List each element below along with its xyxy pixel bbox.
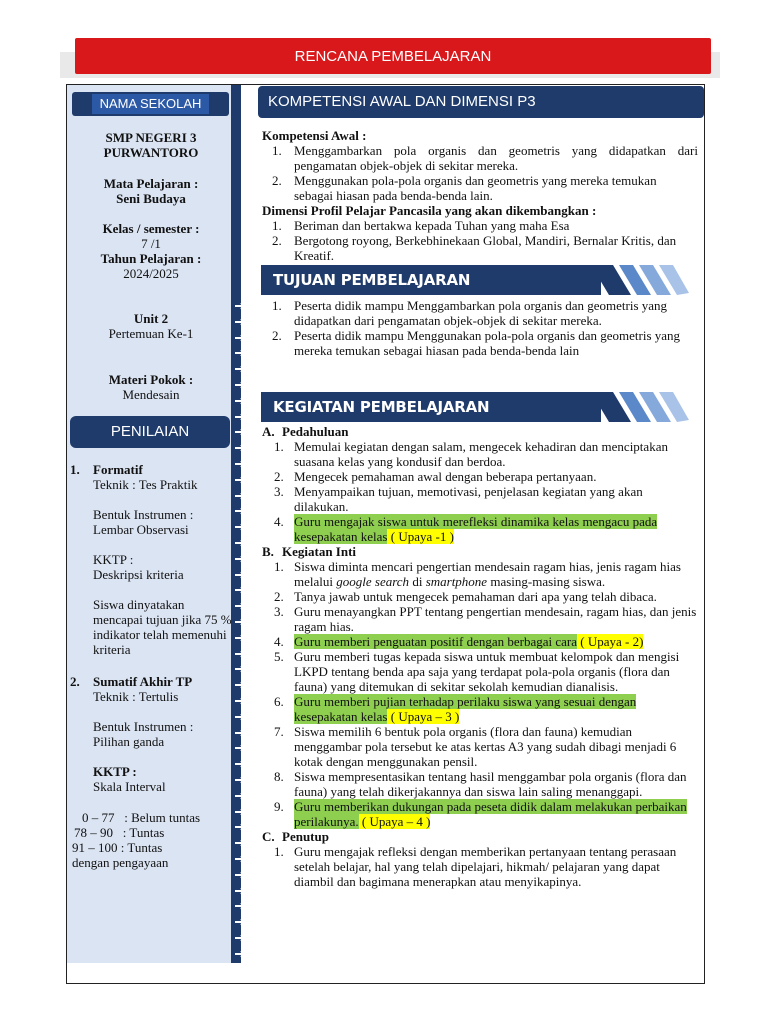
list-item: 2. Bergotong royong, Berkebhinekaan Global, Mandiri, Bernalar Kritis, dan Kreatif. (272, 233, 677, 263)
formatif-instrumen-value: Lembar Observasi (93, 522, 189, 537)
sumatif-instrumen-label: Bentuk Instrumen : (93, 719, 194, 734)
binder-ring-icon (232, 424, 248, 434)
binder-ring-icon (232, 519, 248, 529)
list-item: 6. Guru memberi pujian terhadap perilaku siswa yang sesuai dengan kesepakatan kelas ( Upaya – 3 ) (274, 694, 637, 724)
tujuan-banner (261, 265, 689, 295)
binder-ring-icon (232, 361, 248, 371)
subject-block (72, 176, 230, 206)
kegiatan-banner (261, 392, 689, 422)
interval-pengayaan-note: dengan pengayaan (72, 855, 169, 870)
school-name-line2: PURWANTORO (103, 145, 199, 160)
binder-ring-icon (232, 756, 248, 766)
sumatif-instrumen-value: Pilihan ganda (93, 734, 165, 749)
binder-ring-icon (232, 709, 248, 719)
sumatif-title: Sumatif Akhir TP (93, 674, 193, 689)
binder-ring-icon (232, 409, 248, 419)
binder-ring-icon (232, 582, 248, 592)
highlight-green: Guru memberikan dukungan pada peseta didik dalam melakukan perbaikan perilakunya. (294, 799, 687, 829)
list-item: 5. Guru memberi tugas kepada siswa untuk membuat kelompok dan mengisi LKPD tentang benda apa saja yang terdapat pola-pola organis (flora dan fauna) yang ditemukan di sekitar sekolah kemudian dianalisis. (274, 649, 680, 694)
list-item: 3. Guru menayangkan PPT tentang pengertian mendesain, ragam hias, dan jenis ragam hias. (274, 604, 697, 634)
binder-ring-icon (232, 377, 248, 387)
kompetensi-awal-label: Kompetensi Awal : (262, 128, 367, 143)
binder-ring-icon (232, 693, 248, 703)
materi-value: Mendesain (122, 387, 180, 402)
interval-block (74, 810, 236, 870)
binder-ring-icon (232, 330, 248, 340)
upaya-badge: ( Upaya – 3 ) (387, 709, 460, 724)
formatif-teknik: Teknik : Tes Praktik (93, 477, 198, 492)
binder-ring-icon (232, 598, 248, 608)
binder-ring-icon (232, 345, 248, 355)
year-value: 2024/2025 (123, 266, 179, 281)
formatif-number: 1. (70, 462, 80, 477)
highlight-green: Guru memberi pujian terhadap perilaku siswa yang sesuai dengan kesepakatan kelas (294, 694, 637, 724)
subject-label: Mata Pelajaran : (103, 176, 199, 191)
binder-ring-icon (232, 567, 248, 577)
binder-ring-icon (232, 725, 248, 735)
binder-ring-icon (232, 298, 248, 308)
tujuan-title: TUJUAN PEMBELAJARAN (273, 271, 471, 289)
materi-block (72, 372, 230, 402)
binder-ring-icon (232, 314, 248, 324)
sumatif-number: 2. (70, 674, 80, 689)
list-item: 1. Siswa diminta mencari pengertian mendesain ragam hias, jenis ragam hias melalui google search di smartphone masing-masing siswa. (274, 559, 681, 589)
list-item: 9. Guru memberikan dukungan pada peseta didik dalam melakukan perbaikan perilakunya. ( Upaya – 4 ) (274, 799, 687, 829)
binder-ring-icon (232, 472, 248, 482)
binder-ring-icon (232, 614, 248, 624)
binder-ring-icon (232, 393, 248, 403)
sumatif-block (70, 674, 232, 794)
list-item: 7. Siswa memilih 6 bentuk pola organis (flora dan fauna) kemudian menggambar pola tersebut ke atas kertas A3 yang sudah dibagi menjadi 6 kotak dengan menggunakan pensil. (274, 724, 677, 769)
list-item: 2. Tanya jawab untuk mengecek pemahaman dari apa yang telah dibaca. (274, 589, 657, 604)
sumatif-kktp-label: KKTP : (93, 764, 137, 779)
binder-ring-icon (232, 677, 248, 687)
formatif-kktp-label: KKTP : (93, 552, 134, 567)
list-item: 1. Peserta didik mampu Menggambarkan pola organis dan geometris yang didapatkan dari pengamatan objek-objek di sekitar mereka. (272, 298, 668, 328)
penilaian-header: PENILAIAN (70, 416, 230, 448)
upaya-badge: ( Upaya – 4 ) (358, 814, 431, 829)
list-item: 1. Memulai kegiatan dengan salam, mengecek kehadiran dan menciptakan suasana kelas yang kondusif dan berdoa. (274, 439, 668, 469)
formatif-block (70, 462, 232, 657)
year-label: Tahun Pelajaran : (100, 251, 202, 266)
interval-tuntas: 78 – 90 : Tuntas (74, 825, 165, 840)
formatif-note: Siswa dinyatakan mencapai tujuan jika 75 % indikator telah memenuhi kriteria (93, 597, 232, 657)
school-name-line1: SMP NEGERI 3 (105, 130, 197, 145)
class-value: 7 /1 (141, 236, 161, 251)
binder-ring-icon (232, 551, 248, 561)
list-item: 2. Mengecek pemahaman awal dengan beberapa pertanyaan. (274, 469, 597, 484)
class-block (72, 221, 230, 281)
pendahuluan-heading: A. Pedahuluan (262, 424, 349, 439)
upaya-badge: ( Upaya - 2) (577, 634, 644, 649)
penutup-heading: C. Penutup (262, 829, 329, 844)
kegiatan-section (262, 424, 698, 889)
unit-block (72, 311, 230, 341)
school-name (72, 130, 230, 160)
binder-ring-icon (232, 488, 248, 498)
materi-label: Materi Pokok : (108, 372, 194, 387)
binder-ring-icon (232, 440, 248, 450)
interval-tuntas-pengayaan: 91 – 100 : Tuntas (72, 840, 163, 855)
list-item: 2. Peserta didik mampu Menggunakan pola-pola organis dan geometris yang mereka temukan sebagai hiasan pada benda-benda lain (272, 328, 681, 358)
binder-ring-icon (232, 914, 248, 924)
list-item: 8. Siswa mempresentasikan tentang hasil menggambar pola organis (flora dan fauna) yang telah dikerjakannya dan siswa lain saling menanggapi. (274, 769, 687, 799)
interval-belum-tuntas: 0 – 77 : Belum tuntas (82, 810, 201, 825)
binder-ring-icon (232, 630, 248, 640)
formatif-title: Formatif (93, 462, 143, 477)
list-item: 3. Menyampaikan tujuan, memotivasi, penjelasan kegiatan yang akan dilakukan. (274, 484, 643, 514)
page-title: RENCANA PEMBELAJARAN (75, 38, 711, 74)
dimensi-label: Dimensi Profil Pelajar Pancasila yang akan dikembangkan : (262, 203, 597, 218)
list-item: 2. Menggunakan pola-pola organis dan geometris yang mereka temukan sebagai hiasan pada benda-benda lain. (272, 173, 657, 203)
binder-ring-icon (232, 646, 248, 656)
binder-ring-icon (232, 788, 248, 798)
list-item: 4. Guru memberi penguatan positif dengan berbagai cara ( Upaya - 2) (274, 634, 644, 649)
class-label: Kelas / semester : (102, 221, 200, 236)
binder-ring-icon (232, 772, 248, 782)
sumatif-teknik: Teknik : Tertulis (93, 689, 179, 704)
formatif-kktp-value: Deskripsi kriteria (93, 567, 184, 582)
list-item: 1. Guru mengajak refleksi dengan memberikan pertanyaan tentang perasaan setelah belajar, hal yang telah dipelajari, hikmah/ pelajaran yang dapat diambil dan bagimana menerapkan atau menyikapinya. (274, 844, 677, 889)
binder-ring-icon (232, 535, 248, 545)
list-item: 4. Guru mengajak siswa untuk merefleksi dinamika kelas mengacu pada kesepakatan kelas ( Upaya -1 ) (274, 514, 658, 544)
list-item: 1. Menggambarkan pola organis dan geometris yang didapatkan dari pengamatan objek-objek di sekitar mereka. (272, 143, 698, 173)
binder-ring-icon (232, 661, 248, 671)
binder-ring-icon (232, 946, 248, 956)
binder-ring-icon (232, 456, 248, 466)
tujuan-section (262, 298, 698, 358)
formatif-instrumen-label: Bentuk Instrumen : (93, 507, 194, 522)
highlight-green: Guru memberi penguatan positif dengan berbagai cara (294, 634, 577, 649)
inti-heading: B. Kegiatan Inti (262, 544, 357, 559)
sumatif-kktp-value: Skala Interval (93, 779, 166, 794)
subject-value: Seni Budaya (116, 191, 186, 206)
highlight-green: Guru mengajak siswa untuk merefleksi dinamika kelas mengacu pada kesepakatan kelas (294, 514, 658, 544)
kegiatan-title: KEGIATAN PEMBELAJARAN (273, 398, 490, 416)
school-label-text: NAMA SEKOLAH (92, 94, 210, 114)
unit-value: Pertemuan Ke-1 (108, 326, 194, 341)
binder-ring-icon (232, 503, 248, 513)
kompetensi-section (262, 128, 698, 263)
upaya-badge: ( Upaya -1 ) (387, 529, 454, 544)
binder-ring-icon (232, 883, 248, 893)
kompetensi-header: KOMPETENSI AWAL DAN DIMENSI P3 (258, 86, 704, 118)
binder-ring-icon (232, 898, 248, 908)
list-item: 1. Beriman dan bertakwa kepada Tuhan yang maha Esa (272, 218, 570, 233)
school-label (72, 92, 229, 116)
binder-ring-icon (232, 740, 248, 750)
binder-ring-icon (232, 930, 248, 940)
unit-label: Unit 2 (133, 311, 169, 326)
